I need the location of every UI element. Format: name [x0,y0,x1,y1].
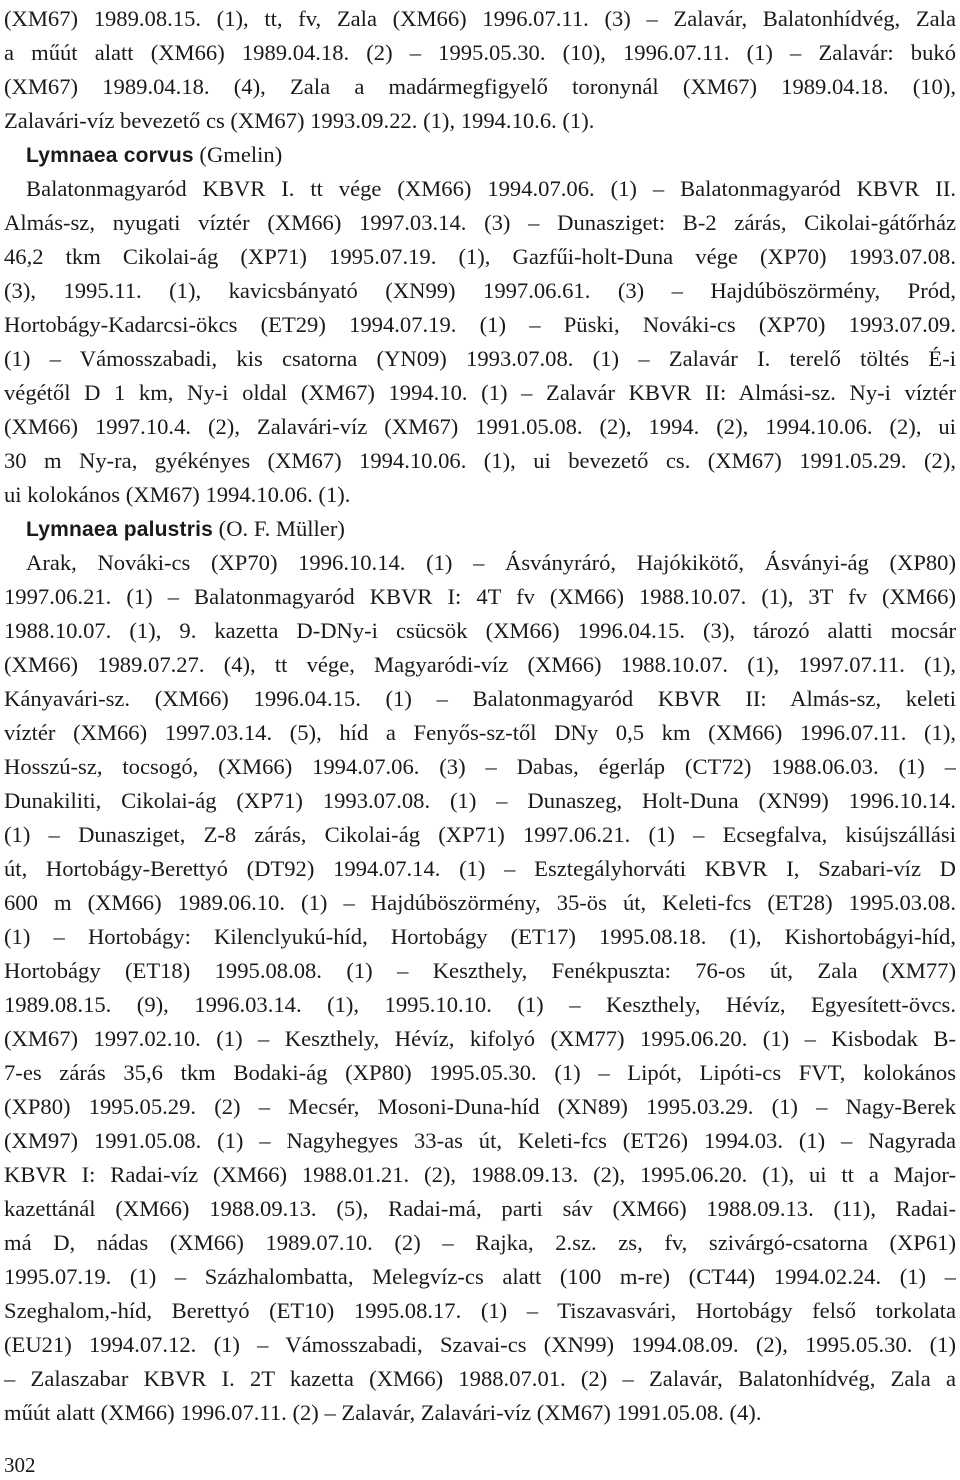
text-line: Hortobágy (ET18) 1995.08.08. (1) – Keszthely, Fenékpuszta: 76-os út, Zala (XM77) [4,958,956,983]
text-line: (XM66) 1997.10.4. (2), Zalavári-víz (XM67) 1991.05.08. (2), 1994. (2), 1994.10.06. (2), ui [4,414,956,439]
text-line: Hortobágy-Kadarcsi-ökcs (ET29) 1994.07.19. (1) – Püski, Nováki-cs (XP70) 1993.07.09. [4,312,956,337]
text-line: 600 m (XM66) 1989.06.10. (1) – Hajdúböszörmény, 35-ös út, Keleti-fcs (ET28) 1995.03.08. [4,890,956,915]
text-line: 1989.08.15. (9), 1996.03.14. (1), 1995.10.10. (1) – Keszthely, Hévíz, Egyesített-övcs. [4,992,956,1017]
text-line: (XM67) 1989.04.18. (4), Zala a madármegfigyelő toronynál (XM67) 1989.04.18. (10), [4,74,956,99]
species-author: (Gmelin) [193,142,283,167]
text-line: (XM66) 1989.07.27. (4), tt vége, Magyaródi-víz (XM66) 1988.10.07. (1), 1997.07.11. (1), [4,652,956,677]
text-line: Hosszú-sz, tocsogó, (XM66) 1994.07.06. (3) – Dabas, égerláp (CT72) 1988.06.03. (1) – [4,754,956,779]
text-line: (XM67) 1997.02.10. (1) – Keszthely, Hévíz, kifolyó (XM77) 1995.06.20. (1) – Kisbodak B- [4,1026,956,1051]
text-line: Balatonmagyaród KBVR I. tt vége (XM66) 1994.07.06. (1) – Balatonmagyaród KBVR II. [26,176,956,201]
text-line: végétől D 1 km, Ny-i oldal (XM67) 1994.10. (1) – Zalavár KBVR II: Almási-sz. Ny-i víztér [4,380,956,405]
text-line: víztér (XM66) 1997.03.14. (5), híd a Fenyős-sz-től DNy 0,5 km (XM66) 1996.07.11. (1), [4,720,956,745]
text-line: 1997.06.21. (1) – Balatonmagyaród KBVR I: 4T fv (XM66) 1988.10.07. (1), 3T fv (XM66) [4,584,956,609]
text-line: – Zalaszabar KBVR I. 2T kazetta (XM66) 1988.07.01. (2) – Zalavár, Balatonhídvég, Zala a [4,1366,956,1391]
species-author: (O. F. Müller) [213,516,345,541]
text-line: (1) – Hortobágy: Kilenclyukú-híd, Hortobágy (ET17) 1995.08.18. (1), Kishortobágyi-híd, [4,924,956,949]
text-line: műút alatt (XM66) 1996.07.11. (2) – Zalavár, Zalavári-víz (XM67) 1991.05.08. (4). [4,1400,762,1425]
species-heading-palustris [26,512,956,546]
species-name: Lymnaea corvus [26,144,194,167]
text-line: 7-es zárás 35,6 tkm Bodaki-ág (XP80) 1995.05.30. (1) – Lipót, Lipóti-cs FVT, kolokános [4,1060,956,1085]
species-name: Lymnaea palustris [26,518,214,541]
text-line: Szeghalom,-híd, Berettyó (ET10) 1995.08.17. (1) – Tiszavasvári, Hortobágy felső torkolata [4,1298,956,1323]
text-line: 1988.10.07. (1), 9. kazetta D-DNy-i csücsök (XM66) 1996.04.15. (3), tározó alatti mocsár [4,618,956,643]
species-heading-corvus [26,138,956,172]
text-line: Kányavári-sz. (XM66) 1996.04.15. (1) – Balatonmagyaród KBVR II: Almás-sz, keleti [4,686,956,711]
text-line: (1) – Vámosszabadi, kis csatorna (YN09) 1993.07.08. (1) – Zalavár I. terelő töltés É-i [4,346,956,371]
text-line: kazettánál (XM66) 1988.09.13. (5), Radai-má, parti sáv (XM66) 1988.09.13. (11), Radai- [4,1196,956,1221]
text-line: Dunakiliti, Cikolai-ág (XP71) 1993.07.08. (1) – Dunaszeg, Holt-Duna (XN99) 1996.10.14. [4,788,956,813]
text-line: ui kolokános (XM67) 1994.10.06. (1). [4,482,351,507]
text-line: Arak, Nováki-cs (XP70) 1996.10.14. (1) – Ásványráró, Hajókikötő, Ásványi-ág (XP80) [26,550,956,575]
text-line: út, Hortobágy-Berettyó (DT92) 1994.07.14. (1) – Esztegályhorváti KBVR I, Szabari-víz D [4,856,956,881]
page-number: 302 [4,1453,36,1477]
text-line: KBVR I: Radai-víz (XM66) 1988.01.21. (2), 1988.09.13. (2), 1995.06.20. (1), ui tt a Major- [4,1162,956,1187]
text-line: a műút alatt (XM66) 1989.04.18. (2) – 1995.05.30. (10), 1996.07.11. (1) – Zalavár: bukó [4,40,956,65]
text-line: (EU21) 1994.07.12. (1) – Vámosszabadi, Szavai-cs (XN99) 1994.08.09. (2), 1995.05.30. (1) [4,1332,956,1357]
text-line: (XM67) 1989.08.15. (1), tt, fv, Zala (XM66) 1996.07.11. (3) – Zalavár, Balatonhídvég, Zala [4,6,956,31]
text-line: Almás-sz, nyugati víztér (XM66) 1997.03.14. (3) – Dunasziget: B-2 zárás, Cikolai-gátőrház [4,210,956,235]
text-line: (1) – Dunasziget, Z-8 zárás, Cikolai-ág (XP71) 1997.06.21. (1) – Ecsegfalva, kisújszállási [4,822,956,847]
text-line: 46,2 tkm Cikolai-ág (XP71) 1995.07.19. (1), Gazfűi-holt-Duna vége (XP70) 1993.07.08. [4,244,956,269]
text-line: 30 m Ny-ra, gyékényes (XM67) 1994.10.06. (1), ui bevezető cs. (XM67) 1991.05.29. (2), [4,448,956,473]
text-line: 1995.07.19. (1) – Százhalombatta, Melegvíz-cs alatt (100 m-re) (CT44) 1994.02.24. (1) – [4,1264,956,1289]
text-line: (XP80) 1995.05.29. (2) – Mecsér, Mosoni-Duna-híd (XN89) 1995.03.29. (1) – Nagy-Berek [4,1094,956,1119]
text-line: má D, nádas (XM66) 1989.07.10. (2) – Rajka, 2.sz. zs, fv, szivárgó-csatorna (XP61) [4,1230,956,1255]
text-line: (XM97) 1991.05.08. (1) – Nagyhegyes 33-as út, Keleti-fcs (ET26) 1994.03. (1) – Nagyrada [4,1128,956,1153]
text-line: Zalavári-víz bevezető cs (XM67) 1993.09.22. (1), 1994.10.6. (1). [4,108,595,133]
text-line: (3), 1995.11. (1), kavicsbányató (XN99) 1997.06.61. (3) – Hajdúböszörmény, Pród, [4,278,956,303]
